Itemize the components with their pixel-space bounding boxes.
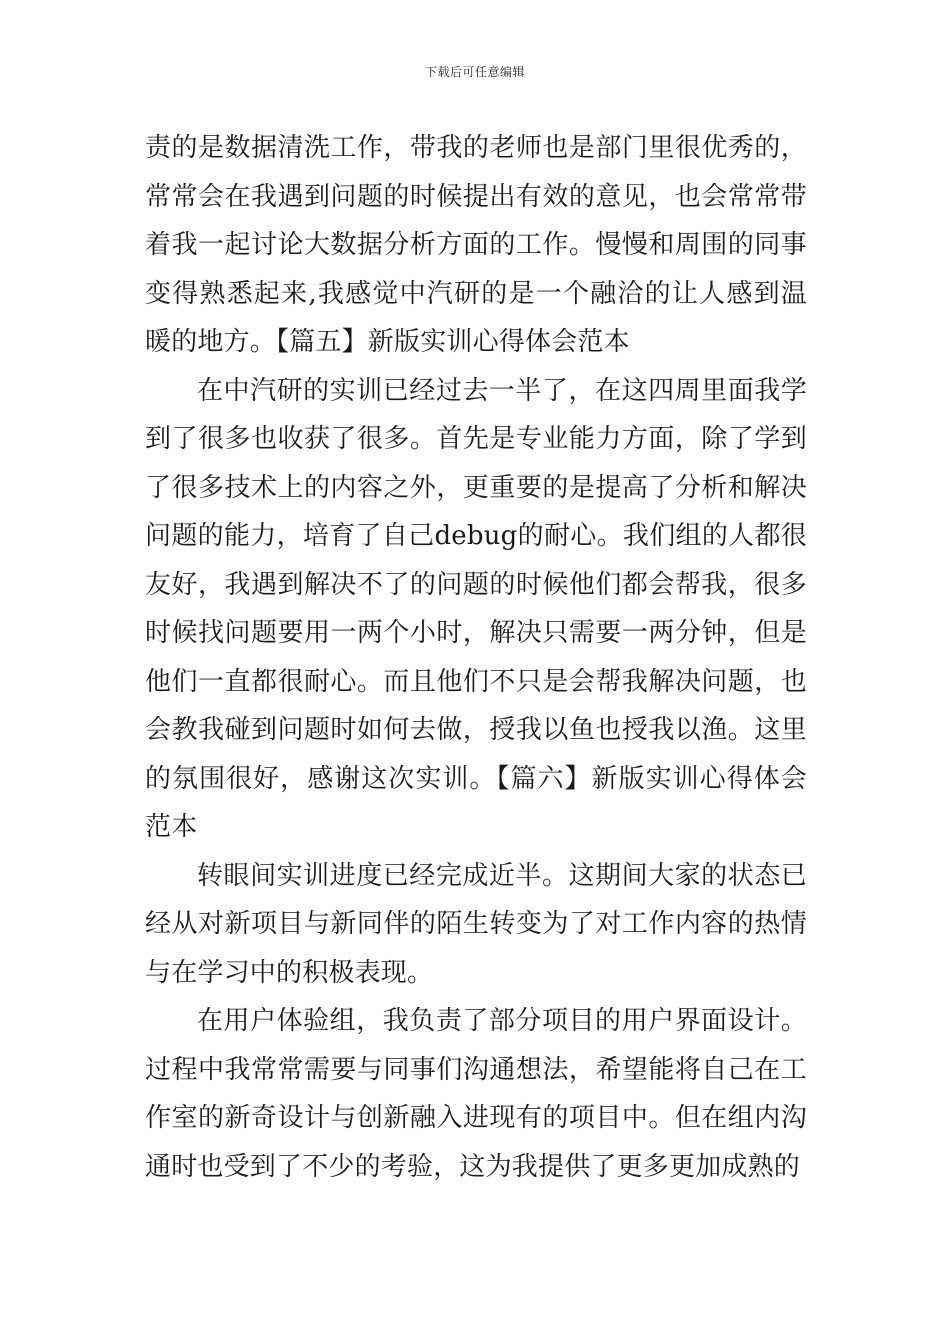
paragraph-section-five: 在中汽研的实训已经过去一半了，在这四周里面我学到了很多也收获了很多。首先是专业能力方面，除了学到了很多技术上的内容之外，更重要的是提高了分析和解决问题的能力，培育了自己debug的耐心。我们组的人都很友好，我遇到解决不了的问题的时候他们都会帮我，很多时候找问题要用一两个小时，解决只需要一两分钟，但是他们一直都很耐心。而且他们不只是会帮我解决问题，也会教我碰到问题时如何去做，授我以鱼也授我以渔。这里的氛围很好，感谢这次实训。【篇六】新版实训心得体会范本 [145, 375, 807, 842]
paragraph-continued: 责的是数据清洗工作，带我的老师也是部门里很优秀的，常常会在我遇到问题的时候提出有效的意见，也会常常带着我一起讨论大数据分析方面的工作。慢慢和周围的同事变得熟悉起来,我感觉中汽研的是一个融洽的让人感到温暖的地方。【篇五】新版实训心得体会范本 [145, 133, 807, 357]
paragraph-section-six-intro: 转眼间实训进度已经完成近半。这期间大家的状态已经从对新项目与新同伴的陌生转变为了对工作内容的热情与在学习中的积极表现。 [145, 860, 807, 988]
document-body [145, 124, 807, 1191]
page-header: 下载后可任意编辑 [424, 65, 525, 79]
paragraph-ux-group: 在用户体验组，我负责了部分项目的用户界面设计。过程中我常常需要与同事们沟通想法，希望能将自己在工作室的新奇设计与创新融入进现有的项目中。但在组内沟通时也受到了不少的考验，这为我提供了更多更加成熟的 [145, 1006, 807, 1182]
